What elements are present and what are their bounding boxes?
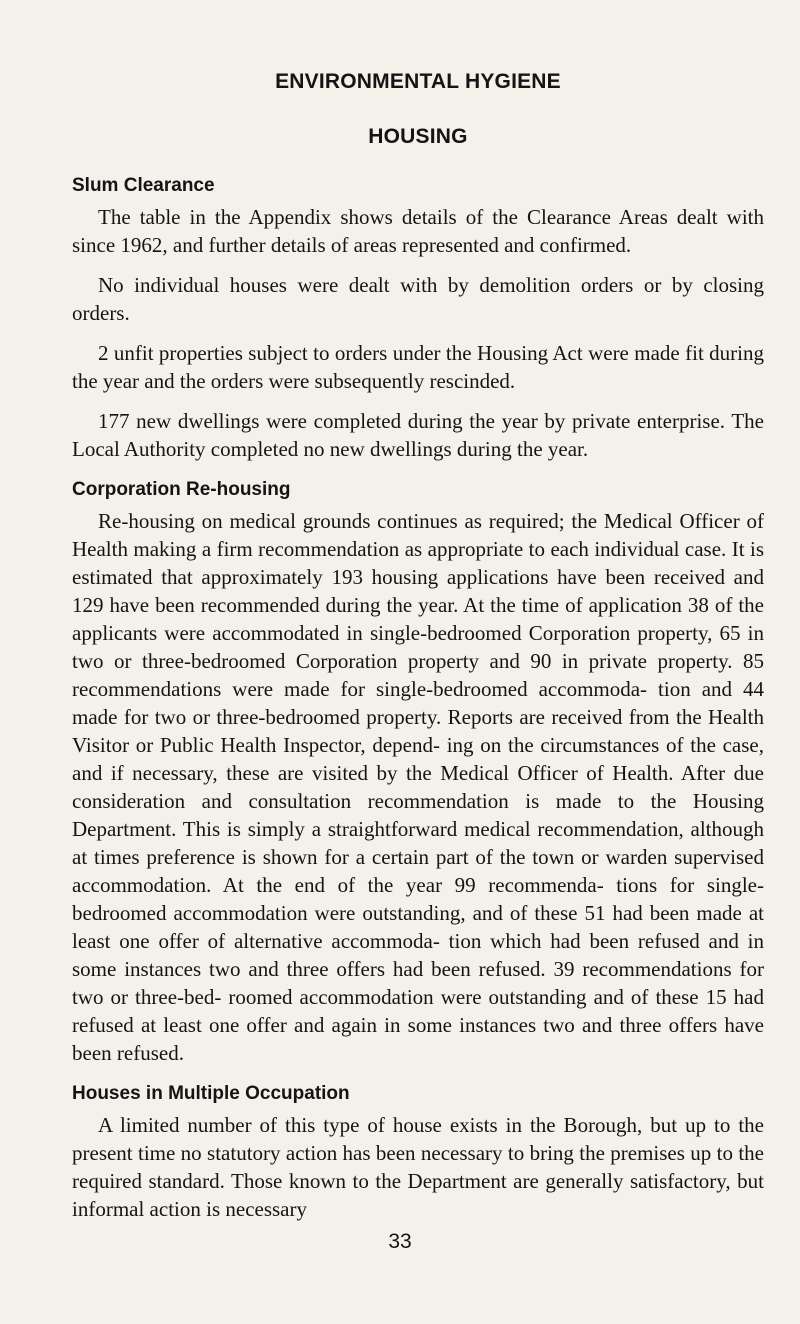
paragraph: 2 unfit properties subject to orders under the Housing Act were made fit during the year and the orders were subsequently rescinded.: [72, 341, 764, 393]
section-heading: Corporation Re-housing: [72, 479, 291, 500]
paragraph: The table in the Appendix shows details of the Clearance Areas dealt with since 1962, and further details of areas represented and confirmed.: [72, 205, 764, 257]
section-slum-clearance: [72, 175, 764, 463]
section-corporation-rehousing: [72, 479, 764, 1067]
document-subtitle: HOUSING: [368, 125, 468, 148]
page-number: 33: [388, 1230, 412, 1253]
section-heading: Slum Clearance: [72, 175, 215, 196]
paragraph: No individual houses were dealt with by demolition orders or by closing orders.: [72, 273, 764, 325]
paragraph: A limited number of this type of house exists in the Borough, but up to the present time no statutory action has been necessary to bring the premises up to the required standard. Those known to the Department are generally satisfactory, but informal action is necessary: [72, 1113, 764, 1221]
paragraph: 177 new dwellings were completed during the year by private enterprise. The Local Authority completed no new dwellings during the year.: [72, 409, 764, 461]
section-heading: Houses in Multiple Occupation: [72, 1083, 350, 1104]
document-title: ENVIRONMENTAL HYGIENE: [275, 70, 561, 93]
section-multiple-occupation: [72, 1083, 764, 1223]
paragraph: Re-housing on medical grounds continues as required; the Medical Officer of Health making a firm recommendation as appropriate to each individual case. It is estimated that approximately 193 housing applications have been received and 129 have been recommended during the year. At the time of application 38 of the applicants were accommodated in single-bedroomed Corporation property, 65 in two or three-bedroomed Corporation property and 90 in private property. 85 recommendations were made for single-bedroomed accommoda- tion and 44 made for two or three-bedroomed property. Reports are received from the Health Visitor or Public Health Inspector, depend- ing on the circumstances of the case, and if necessary, these are visited by the Medical Officer of Health. After due consideration and consultation recommendation is made to the Housing Department. This is simply a straightforward medical recommendation, although at times preference is shown for a certain part of the town or warden supervised accommodation. At the end of the year 99 recommenda- tions for single-bedroomed accommodation were outstanding, and of these 51 had been made at least one offer of alternative accommoda- tion which had been refused and in some instances two and three offers had been refused. 39 recommendations for two or three-bed- roomed accommodation were outstanding and of these 15 had refused at least one offer and again in some instances two and three offers have been refused.: [72, 509, 764, 1065]
